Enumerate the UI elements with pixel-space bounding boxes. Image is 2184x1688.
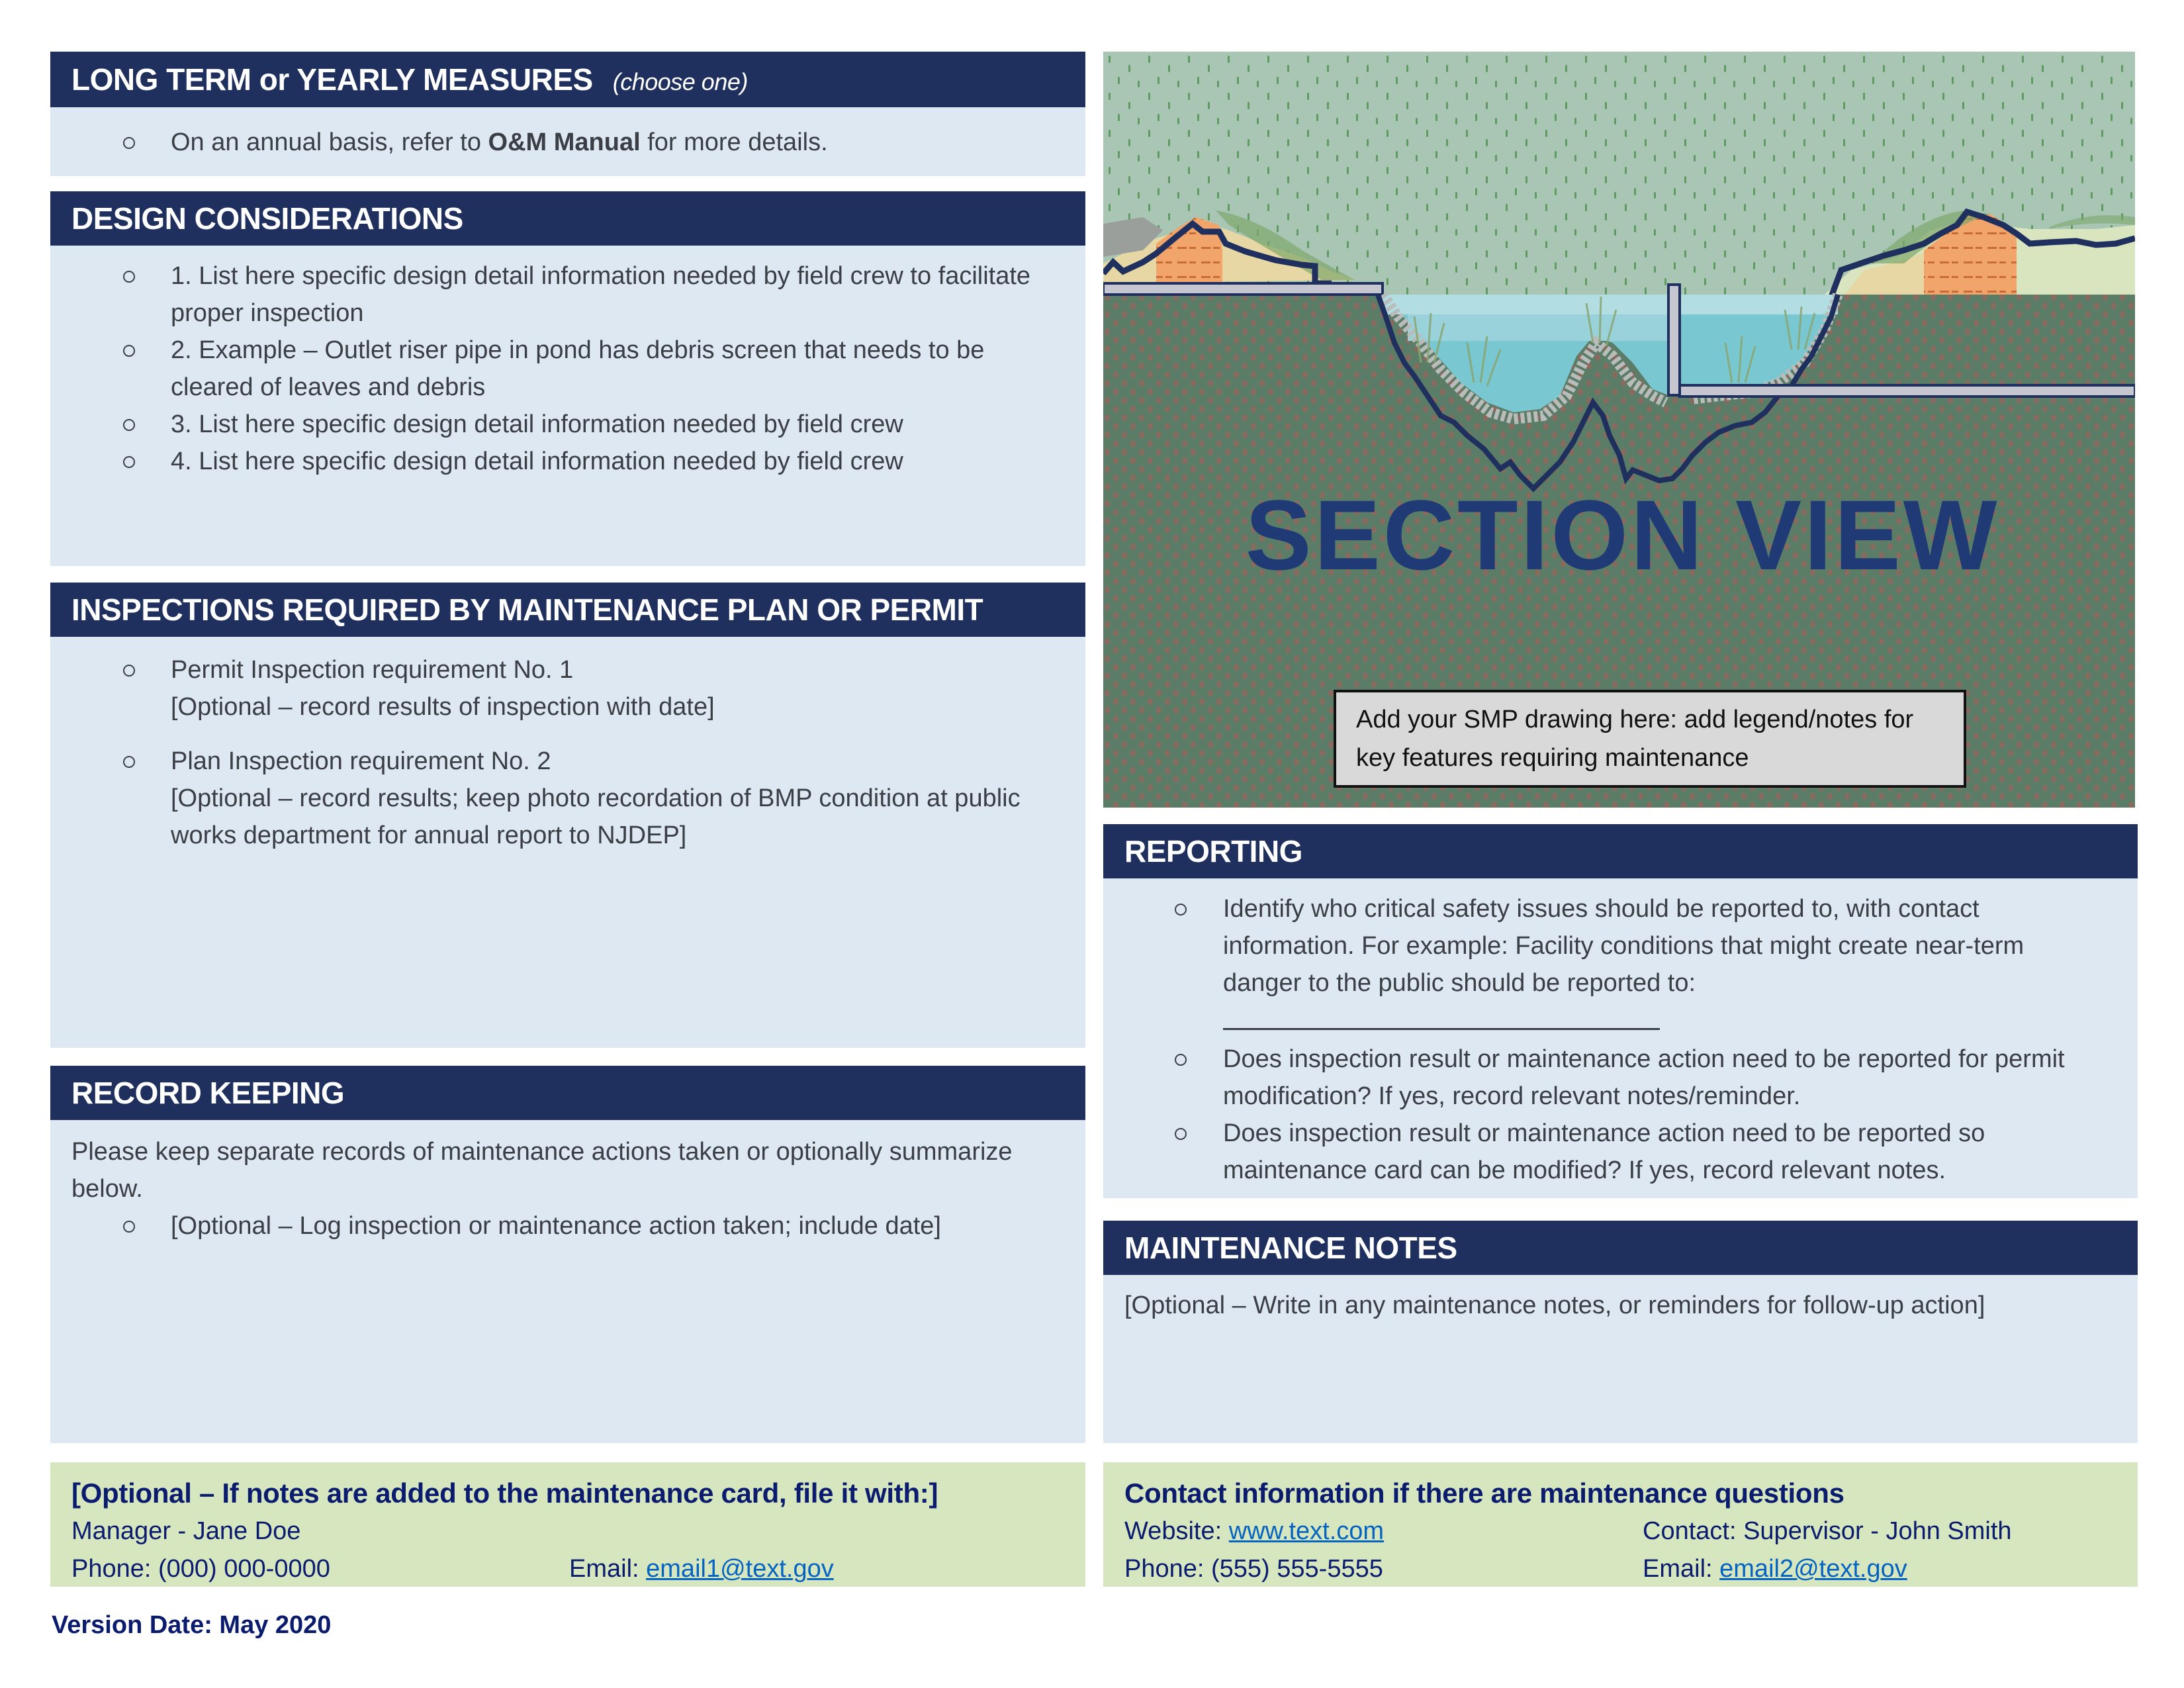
long-term-body [50,107,1085,176]
inspections-header [50,583,1085,637]
design-body [50,246,1085,566]
list-item [50,124,1085,161]
list-item [50,743,1052,854]
reporting-title: REPORTING [1124,834,1302,868]
inspection-requirement: Plan Inspection requirement No. 2 [171,747,551,775]
long-term-measures-section [50,52,1085,176]
reporting-item-text: Identify who critical safety issues should be reported to, with contact information. For example: Facility conditions that might create near-term danger to the public should be reported to: [1223,895,2025,997]
bullet-circle-icon [1175,1054,1187,1066]
phone-email-row [1124,1550,2116,1588]
website-contact-row [1124,1513,2116,1550]
contact-title: Contact information if there are maintenance questions [1124,1477,1844,1509]
inspection-note: [Optional – record results of inspection with date] [171,693,715,721]
long-term-title: LONG TERM or YEARLY MEASURES [71,62,593,97]
drawing-note-box: Add your SMP drawing here: add legend/notes for key features requiring maintenance [1334,690,1966,788]
long-term-subtitle: (choose one) [612,68,748,95]
list-item [50,406,1039,443]
list-item [1103,1115,2091,1189]
list-item [50,258,1039,332]
maintenance-notes-header [1103,1221,2138,1275]
list-item [1103,890,2091,1041]
website-link[interactable]: www.text.com [1228,1517,1385,1545]
manager-row [71,1513,1064,1550]
bullet-circle-icon [1175,1128,1187,1140]
record-keeping-title: RECORD KEEPING [71,1076,345,1110]
manager-phone: Phone: (000) 000-0000 [71,1555,330,1583]
manager-email-link[interactable]: email1@text.gov [646,1555,834,1583]
reported-to-blank-field[interactable] [1223,1002,1660,1030]
inspection-requirement: Permit Inspection requirement No. 1 [171,656,574,684]
om-manual-reference: O&M Manual [488,128,641,156]
bullet-circle-icon [123,137,135,149]
bullet-circle-icon [123,1221,135,1233]
bullet-circle-icon [123,271,135,283]
reporting-item-text: Does inspection result or maintenance action need to be reported for permit modification? If yes, record relevant notes/reminder. [1223,1045,2065,1110]
list-item [50,332,1039,406]
email-label: Email: [569,1555,647,1583]
design-title: DESIGN CONSIDERATIONS [71,201,463,236]
reporting-body [1103,878,2138,1198]
design-header [50,191,1085,246]
file-with-title: [Optional – If notes are added to the maintenance card, file it with:] [71,1477,938,1509]
reporting-section [1103,824,2138,1198]
long-term-item-suffix: for more details. [640,128,828,156]
record-keeping-item-text: [Optional – Log inspection or maintenance action taken; include date] [171,1212,941,1240]
section-view-figure [1103,52,2135,808]
bullet-circle-icon [123,345,135,357]
long-term-header [50,52,1085,107]
supervisor-email-link[interactable]: email2@text.gov [1719,1555,1907,1583]
reporting-header [1103,824,2138,878]
design-considerations-section [50,191,1085,566]
version-date: Version Date: May 2020 [52,1611,332,1639]
email-label: Email: [1643,1555,1720,1583]
manager-name: Manager - Jane Doe [71,1517,301,1545]
supervisor-email-field [1643,1550,1907,1588]
bullet-circle-icon [123,419,135,431]
list-item [50,443,1039,480]
record-keeping-header [50,1066,1085,1120]
bullet-circle-icon [123,665,135,677]
contact-info-box [1103,1462,2138,1587]
design-item-text: 3. List here specific design detail information needed by field crew [171,410,903,438]
list-item [50,1207,1032,1244]
supervisor-contact: Contact: Supervisor - John Smith [1643,1517,2012,1545]
design-item-text: 1. List here specific design detail information needed by field crew to facilitate proper inspection [171,262,1031,327]
record-keeping-section [50,1066,1085,1443]
record-keeping-intro: Please keep separate records of maintenance actions taken or optionally summarize below. [71,1138,1013,1203]
bullet-circle-icon [123,756,135,768]
bullet-circle-icon [1175,904,1187,915]
maintenance-notes-text: [Optional – Write in any maintenance notes, or reminders for follow-up action] [1124,1291,1985,1319]
section-view-title: SECTION VIEW [1245,479,2000,590]
inspections-body [50,637,1085,1048]
design-item-text: 2. Example – Outlet riser pipe in pond has debris screen that needs to be cleared of leaves and debris [171,336,985,401]
maintenance-notes-title: MAINTENANCE NOTES [1124,1231,1457,1265]
file-with-box [50,1462,1085,1587]
reporting-item-text: Does inspection result or maintenance action need to be reported so maintenance card can be modified? If yes, record relevant notes. [1223,1119,1985,1184]
long-term-item-text: On an annual basis, refer to [171,128,488,156]
inspections-title: INSPECTIONS REQUIRED BY MAINTENANCE PLAN OR PERMIT [71,592,983,627]
maintenance-notes-section [1103,1221,2138,1443]
phone-email-row [71,1550,1064,1588]
bullet-circle-icon [123,456,135,468]
maintenance-notes-body[interactable] [1103,1275,2138,1443]
list-item [1103,1041,2091,1115]
supervisor-phone: Phone: (555) 555-5555 [1124,1555,1383,1583]
inspections-section [50,583,1085,1048]
website-field [1124,1517,1384,1545]
manager-email-field [569,1550,834,1588]
inspection-note: [Optional – record results; keep photo recordation of BMP condition at public works department for annual report to NJDEP] [171,784,1021,849]
list-item [50,651,1052,726]
website-label: Website: [1124,1517,1229,1545]
design-item-text: 4. List here specific design detail information needed by field crew [171,447,903,475]
record-keeping-body [50,1120,1085,1443]
